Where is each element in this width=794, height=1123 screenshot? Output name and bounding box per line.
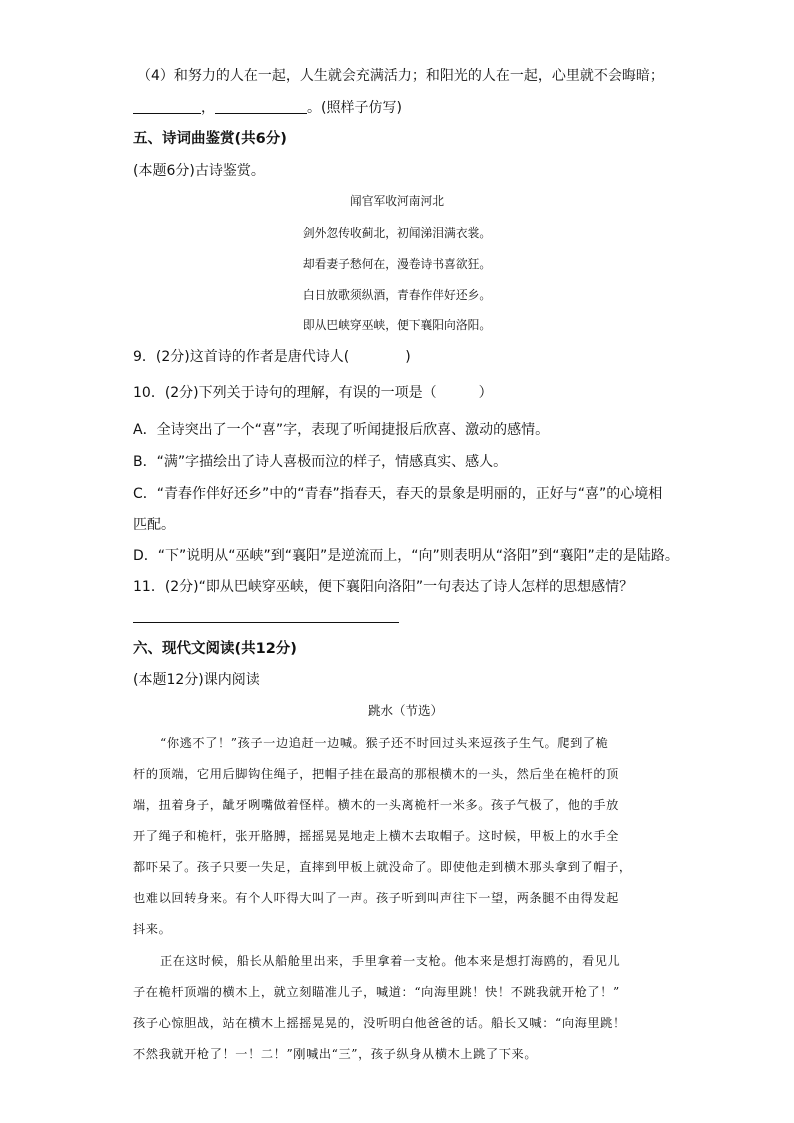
option-d[interactable]: D．“下”说明从“巫峡”到“襄阳”是逆流而上，“向”则表明从“洛阳”到“襄阳”走的是陆路。 xyxy=(133,548,679,564)
blank-separator: ， xyxy=(201,100,215,116)
passage-line: 端，扭着身子，龇牙咧嘴做着怪样。横木的一头离桅杆一米多。孩子气极了，他的手放 xyxy=(133,798,619,812)
option-a[interactable]: A．全诗突出了一个“喜”字，表现了听闻捷报后欣喜、激动的感情。 xyxy=(133,422,550,438)
question-4-instruction: 。(照样子仿写) xyxy=(307,100,402,116)
option-c-continued: 匹配。 xyxy=(133,517,175,533)
poem-line: 即从巴峡穿巫峡，便下襄阳向洛阳。 xyxy=(302,318,492,332)
question-4-answer-row xyxy=(133,98,402,118)
passage-line: 正在这时候，船长从船舱里出来，手里拿着一支枪。他本来是想打海鸥的，看见儿 xyxy=(160,954,621,968)
section-6-intro: (本题12分)课内阅读 xyxy=(133,672,260,688)
question-10: 10．(2分)下列关于诗句的理解，有误的一项是（ ） xyxy=(133,385,493,401)
question-4-text: （4）和努力的人在一起，人生就会充满活力；和阳光的人在一起，心里就不会晦暗； xyxy=(137,68,664,84)
option-b[interactable]: B．“满”字描绘出了诗人喜极而泣的样子，情感真实、感人。 xyxy=(133,454,508,470)
passage-line: 都吓呆了。孩子只要一失足，直摔到甲板上就没命了。即使他走到横木那头拿到了帽子， xyxy=(133,860,632,874)
answer-line[interactable] xyxy=(133,622,399,623)
passage-line: “你逃不了！”孩子一边追赶一边喊。猴子还不时回过头来逗孩子生气。爬到了桅 xyxy=(160,736,609,750)
passage-line: 也难以回转身来。有个人吓得大叫了一声。孩子听到叫声往下一望，两条腿不由得发起 xyxy=(133,891,619,905)
passage-line: 子在桅杆顶端的横木上，就立刻瞄准儿子，喊道：“向海里跳！快！不跳我就开枪了！” xyxy=(133,985,620,999)
passage-line: 杆的顶端，它用后脚钩住绳子，把帽子挂在最高的那根横木的一头，然后坐在桅杆的顶 xyxy=(133,767,619,781)
passage-title: 跳水（节选） xyxy=(368,703,444,718)
poem-title: 闻官军收河南河北 xyxy=(349,194,445,208)
answer-blank-1[interactable] xyxy=(133,99,201,114)
passage-line: 孩子心惊胆战，站在横木上摇摇晃晃的，没听明白他爸爸的话。船长又喊：“向海里跳！ xyxy=(133,1016,626,1030)
question-11: 11．(2分)“即从巴峡穿巫峡，便下襄阳向洛阳”一句表达了诗人怎样的思想感情？ xyxy=(133,579,634,595)
section-6-heading: 六、现代文阅读(共12分) xyxy=(133,641,297,657)
poem-line: 白日放歌须纵酒，青春作伴好还乡。 xyxy=(302,288,492,302)
answer-blank-2[interactable] xyxy=(215,99,307,114)
question-9: 9．(2分)这首诗的作者是唐代诗人( ) xyxy=(133,349,411,365)
passage-line: 抖来。 xyxy=(133,922,172,936)
section-5-heading: 五、诗词曲鉴赏(共6分) xyxy=(133,131,287,147)
poem-line: 剑外忽传收蓟北，初闻涕泪满衣裳。 xyxy=(302,226,492,240)
section-5-intro: (本题6分)古诗鉴赏。 xyxy=(133,163,265,179)
option-c[interactable]: C．“青春作伴好还乡”中的“青春”指春天，春天的景象是明丽的，正好与“喜”的心境相 xyxy=(133,486,663,502)
passage-line: 开了绳子和桅杆，张开胳膊，摇摇晃晃地走上横木去取帽子。这时候，甲板上的水手全 xyxy=(133,829,619,843)
poem-line: 却看妻子愁何在，漫卷诗书喜欲狂。 xyxy=(302,257,492,271)
passage-line: 不然我就开枪了！一！二！”刚喊出“三”，孩子纵身从横木上跳了下来。 xyxy=(133,1047,538,1061)
